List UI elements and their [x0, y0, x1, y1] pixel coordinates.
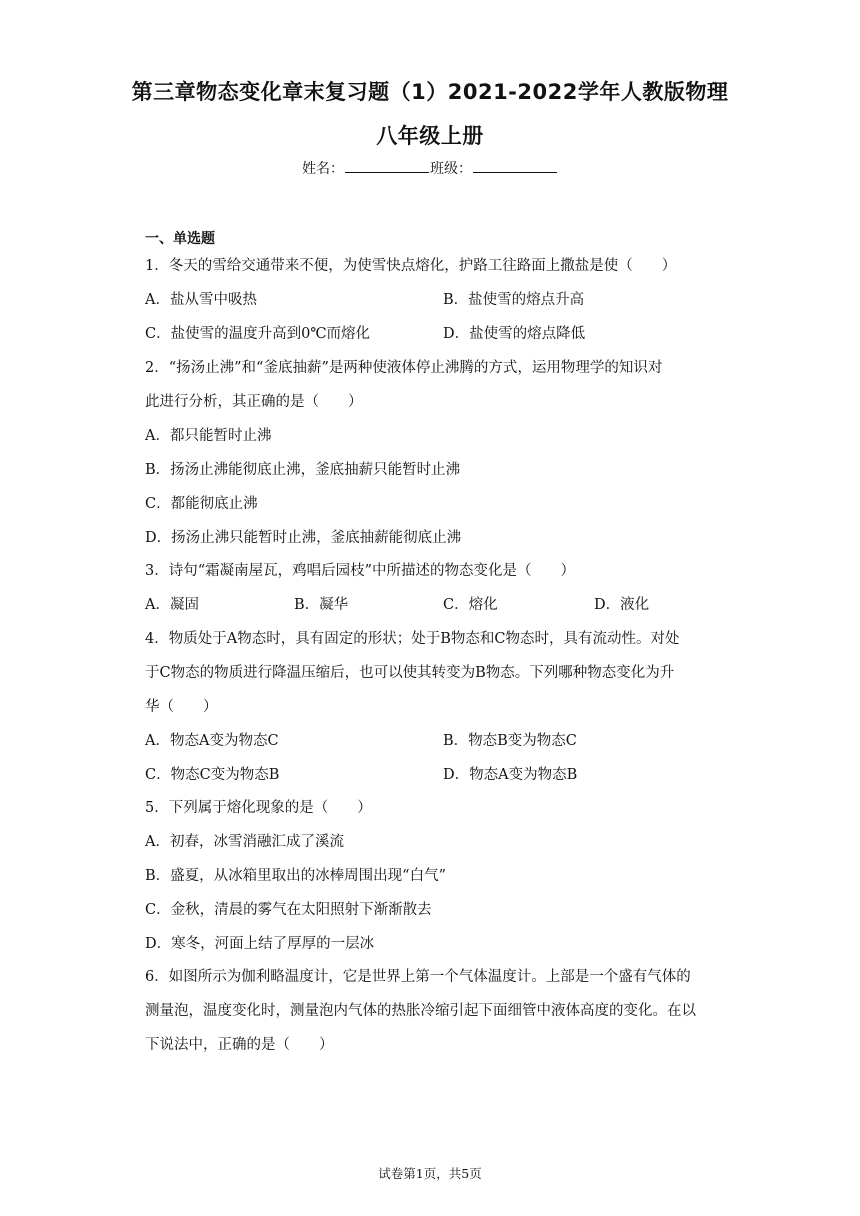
question-2-option-a: A．都只能暂时止沸: [145, 428, 272, 444]
class-blank: [473, 158, 557, 173]
question-5-option-a: A．初春，冰雪消融汇成了溪流: [145, 834, 344, 850]
question-6-line-3: 下说法中，正确的是（ ）: [145, 1037, 334, 1053]
question-1-line-1: 1．冬天的雪给交通带来不便，为使雪快点熔化，护路工往路面上撒盐是使（ ）: [145, 258, 677, 274]
title-line-2: 八年级上册: [376, 124, 484, 148]
question-5-option-c: C．金秋，清晨的雾气在太阳照射下渐渐散去: [145, 902, 432, 918]
student-info: [0, 158, 860, 178]
question-4-line-2: 于C物态的物质进行降温压缩后，也可以使其转变为B物态。下列哪种物态变化为升: [145, 665, 675, 681]
question-3-option-b: B．凝华: [294, 597, 349, 613]
question-4-option-d: D．物态A变为物态B: [443, 767, 578, 783]
question-2-line-1: 2．“扬汤止沸”和“釜底抽薪”是两种使液体停止沸腾的方式，运用物理学的知识对: [145, 360, 663, 376]
class-label: 班级：: [430, 161, 472, 177]
question-1-option-d: D．盐使雪的熔点降低: [443, 326, 586, 342]
question-1-option-b: B．盐使雪的熔点升高: [443, 292, 585, 308]
question-5-line-1: 5．下列属于熔化现象的是（ ）: [145, 800, 372, 816]
question-5-option-d: D．寒冬，河面上结了厚厚的一层冰: [145, 936, 375, 952]
question-1-option-c: C．盐使雪的温度升高到0℃而熔化: [145, 326, 371, 342]
question-2-line-2: 此进行分析，其正确的是（ ）: [145, 394, 363, 410]
question-5-option-b: B．盛夏，从冰箱里取出的冰棒周围出现“白气”: [145, 868, 446, 884]
question-4-line-3: 华（ ）: [145, 699, 218, 715]
question-2-option-b: B．扬汤止沸能彻底止沸，釜底抽薪只能暂时止沸: [145, 462, 461, 478]
question-4-option-a: A．物态A变为物态C: [145, 733, 279, 749]
question-2-option-c: C．都能彻底止沸: [145, 496, 258, 512]
question-6-line-2: 测量泡，温度变化时，测量泡内气体的热胀冷缩引起下面细管中液体高度的变化。在以: [145, 1003, 696, 1019]
title-line-1: 第三章物态变化章末复习题（1）2021-2022学年人教版物理: [131, 80, 729, 104]
question-2-option-d: D．扬汤止沸只能暂时止沸，釜底抽薪能彻底止沸: [145, 530, 462, 546]
question-6-line-1: 6．如图所示为伽利略温度计，它是世界上第一个气体温度计。上部是一个盛有气体的: [145, 969, 691, 985]
question-4-line-1: 4．物质处于A物态时，具有固定的形状；处于B物态和C物态时，具有流动性。对处: [145, 631, 680, 647]
name-blank: [345, 158, 429, 173]
question-3-option-d: D．液化: [594, 597, 650, 613]
name-label: 姓名：: [302, 161, 344, 177]
page-footer: 试卷第1页，共5页: [378, 1166, 482, 1181]
question-4-option-b: B．物态B变为物态C: [443, 733, 577, 749]
question-3-line-1: 3．诗句“霜凝南屋瓦，鸡唱后园枝”中所描述的物态变化是（ ）: [145, 563, 576, 579]
question-4-option-c: C．物态C变为物态B: [145, 767, 280, 783]
question-1-option-a: A．盐从雪中吸热: [145, 292, 257, 308]
question-3-option-c: C．熔化: [443, 597, 498, 613]
section-heading: 一、单选题: [145, 231, 215, 247]
question-3-option-a: A．凝固: [145, 597, 199, 613]
